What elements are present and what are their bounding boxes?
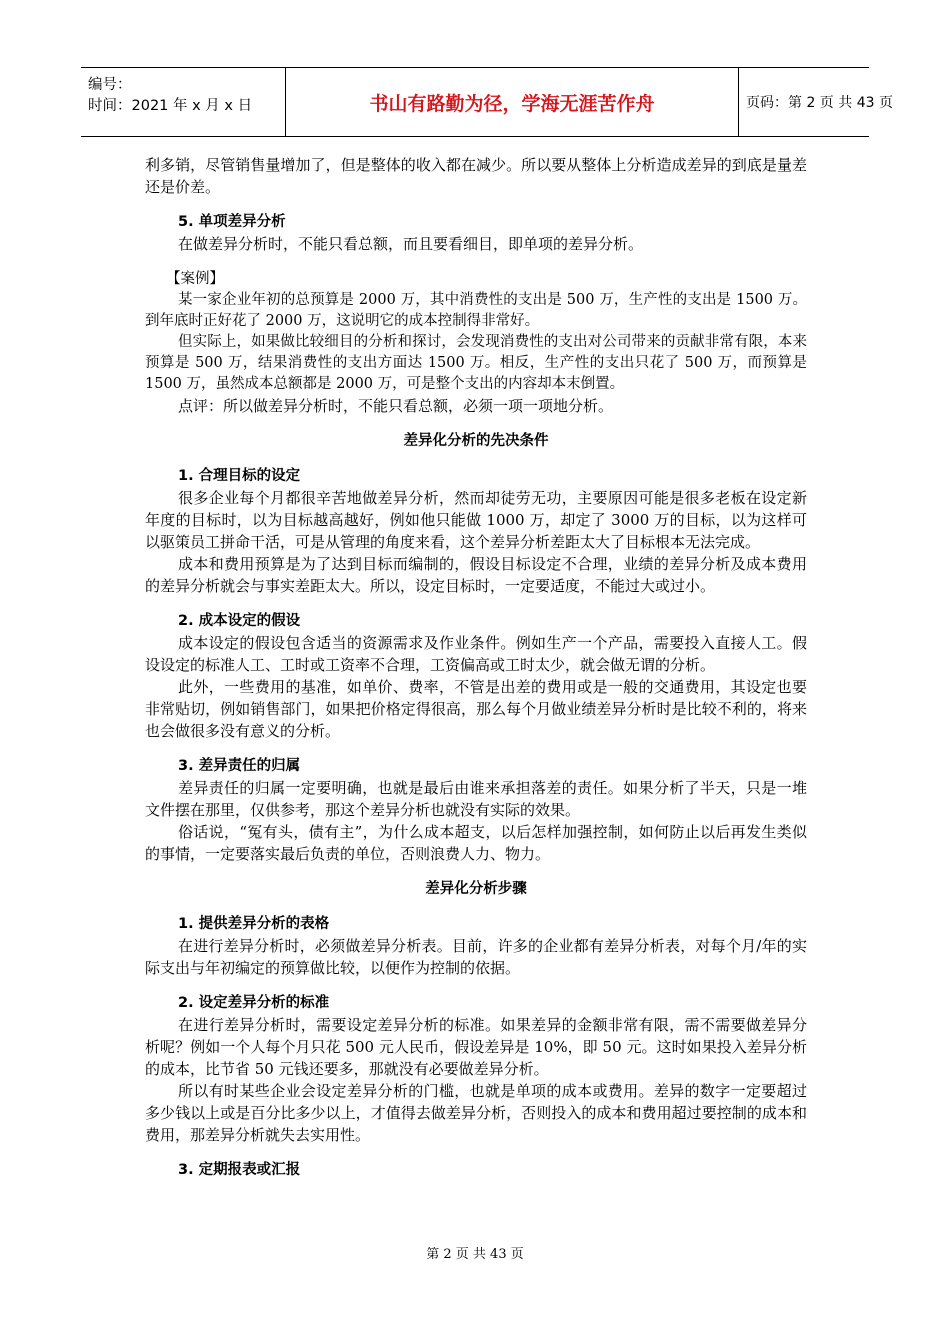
subsection-heading: 3. 定期报表或汇报 xyxy=(178,1162,301,1178)
case-comment: 点评：所以做差异分析时，不能只看总额，必须一项一项地分析。 xyxy=(178,397,614,415)
page-footer: 第 2 页 共 43 页 xyxy=(426,1247,524,1262)
header-motto: 书山有路勤为径，学海无涯苦作舟 xyxy=(285,68,739,136)
section-title: 差异化分析的先决条件 xyxy=(403,433,549,449)
subsection-heading: 2. 成本设定的假设 xyxy=(178,613,301,629)
case-paragraph: 但实际上，如果做比较细目的分析和探讨，会发现消费性的支出对公司带来的贡献非常有限，本来预算是 500 万，结果消费性的支出方面达 1500 万。相反，生产性的支出只花了 500 万，而预算是 1500 万，虽然成本总额都是 2000 万，可是整个支出的内容却本末倒置。 xyxy=(145,334,807,392)
subsection-heading: 2. 设定差异分析的标准 xyxy=(178,995,330,1011)
section-heading: 5. 单项差异分析 xyxy=(178,214,286,230)
subsection-heading: 3. 差异责任的归属 xyxy=(178,758,301,774)
paragraph: 利多销，尽管销售量增加了，但是整体的收入都在减少。所以要从整体上分析造成差异的到底是量差还是价差。 xyxy=(145,156,807,196)
paragraph: 俗话说，“冤有头，债有主”，为什么成本超支，以后怎样加强控制，如何防止以后再发生类似的事情，一定要落实最后负责的单位，否则浪费人力、物力。 xyxy=(145,823,807,863)
section-title: 差异化分析步骤 xyxy=(425,881,527,897)
case-title: 【案例】 xyxy=(166,271,224,287)
document-body xyxy=(145,154,807,1181)
paragraph: 差异责任的归属一定要明确，也就是最后由谁来承担落差的责任。如果分析了半天，只是一堆文件摆在那里，仅供参考，那这个差异分析也就没有实际的效果。 xyxy=(145,779,807,819)
case-paragraph: 某一家企业年初的总预算是 2000 万，其中消费性的支出是 500 万，生产性的支出是 1500 万。到年底时正好花了 2000 万，这说明它的成本控制得非常好。 xyxy=(145,292,807,329)
subsection-heading: 1. 合理目标的设定 xyxy=(178,468,301,484)
page-header xyxy=(81,67,893,137)
paragraph: 在做差异分析时，不能只看总额，而且要看细目，即单项的差异分析。 xyxy=(178,235,644,253)
paragraph: 很多企业每个月都很辛苦地做差异分析，然而却徒劳无功，主要原因可能是很多老板在设定新年度的目标时，以为目标越高越好，例如他只能做 1000 万，却定了 3000 万的目标，以为这样可以驱策员工拼命干活，可是从管理的角度来看，这个差异分析差距太大了目标根本无法完成。 xyxy=(145,489,807,551)
paragraph: 在进行差异分析时，必须做差异分析表。目前，许多的企业都有差异分析表，对每个月/年的实际支出与年初编定的预算做比较，以便作为控制的依据。 xyxy=(145,937,807,977)
document-number-label: 编号： xyxy=(88,77,132,93)
paragraph: 成本和费用预算是为了达到目标而编制的，假设目标设定不合理，业绩的差异分析及成本费用的差异分析就会与事实差距太大。所以，设定目标时，一定要适度，不能过大或过小。 xyxy=(145,555,807,595)
paragraph: 所以有时某些企业会设定差异分析的门槛，也就是单项的成本或费用。差异的数字一定要超过多少钱以上或是百分比多少以上，才值得去做差异分析，否则投入的成本和费用超过要控制的成本和费用，那差异分析就失去实用性。 xyxy=(145,1082,807,1144)
paragraph: 此外，一些费用的基准，如单价、费率，不管是出差的费用或是一般的交通费用，其设定也要非常贴切，例如销售部门，如果把价格定得很高，那么每个月做业绩差异分析时是比较不利的，将来也会做很多没有意义的分析。 xyxy=(145,678,807,740)
document-time-label: 时间：2021 年 x 月 x 日 xyxy=(88,98,253,114)
paragraph: 成本设定的假设包含适当的资源需求及作业条件。例如生产一个产品，需要投入直接人工。假设设定的标准人工、工时或工资率不合理，工资偏高或工时太少，就会做无谓的分析。 xyxy=(145,634,807,674)
subsection-heading: 1. 提供差异分析的表格 xyxy=(178,916,330,932)
header-page-number: 页码：第 2 页 共 43 页 xyxy=(746,95,893,111)
paragraph: 在进行差异分析时，需要设定差异分析的标准。如果差异的金额非常有限，需不需要做差异分析呢？例如一个人每个月只花 500 元人民币，假设差异是 10%，即 50 元。这时如果投入差异分析的成本，比节省 50 元钱还要多，那就没有必要做差异分析。 xyxy=(145,1016,807,1078)
header-meta xyxy=(81,68,285,136)
